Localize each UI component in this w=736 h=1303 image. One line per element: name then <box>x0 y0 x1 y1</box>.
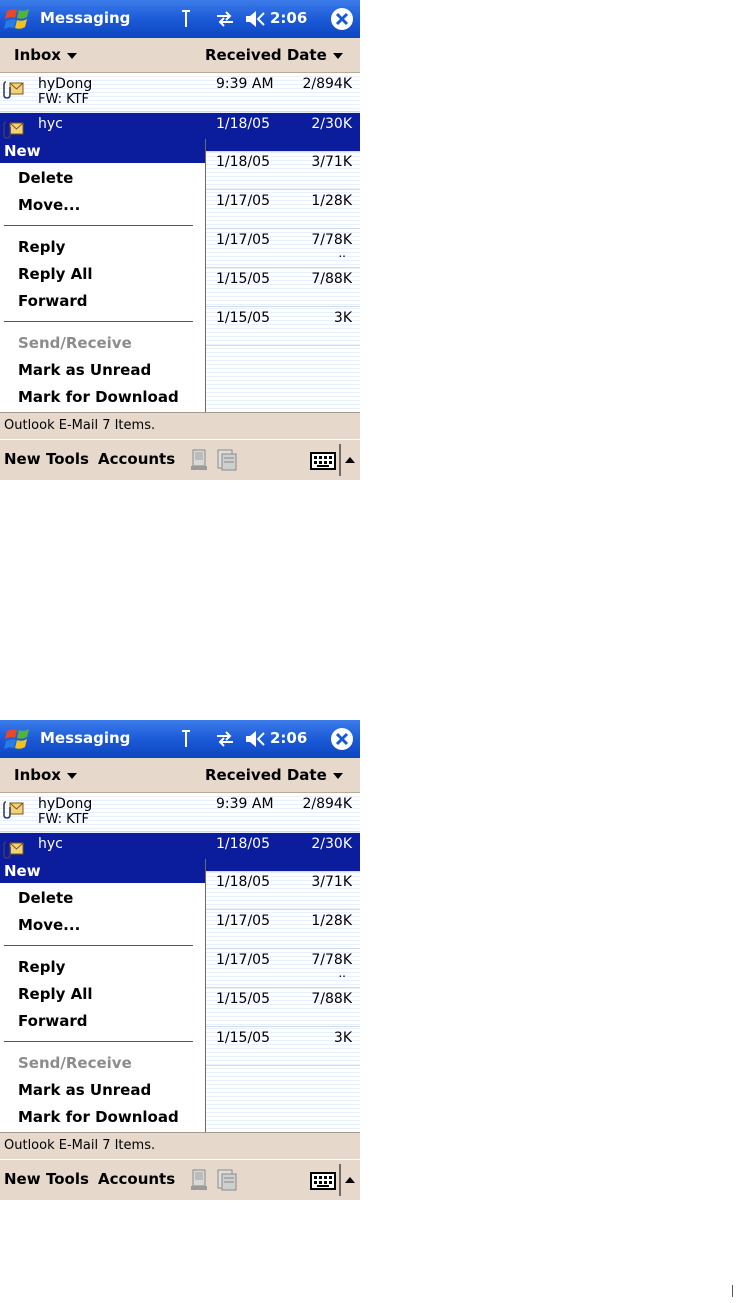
menu-item-mark-download[interactable]: Mark for Download <box>18 388 179 406</box>
menu-item-reply[interactable]: Reply <box>18 958 66 976</box>
message-size: 2/894K <box>302 796 352 812</box>
message-size: 1/28K <box>311 913 352 929</box>
message-subject: FW: KTF <box>38 92 90 107</box>
device-screen-top <box>0 0 360 480</box>
menu-item-move[interactable]: Move... <box>18 196 81 214</box>
menu-item-send-receive: Send/Receive <box>18 334 132 352</box>
list-header <box>0 758 360 793</box>
message-date: 1/15/05 <box>216 310 270 326</box>
menu-item-send-receive: Send/Receive <box>18 1054 132 1072</box>
message-row[interactable] <box>0 793 360 832</box>
message-size: 1/28K <box>311 193 352 209</box>
tools-menu-button[interactable]: Tools <box>46 450 89 468</box>
page-edge-mark <box>732 1285 733 1297</box>
reply-icon[interactable] <box>216 1168 238 1192</box>
context-menu <box>0 859 206 1133</box>
signal-antenna-icon[interactable] <box>180 9 192 29</box>
menu-item-new[interactable]: New <box>0 139 205 163</box>
message-size: 2/30K <box>311 836 352 852</box>
menu-item-new[interactable]: New <box>0 859 205 883</box>
message-size: 2/30K <box>311 116 352 132</box>
message-date: 1/15/05 <box>216 991 270 1007</box>
message-sender: hyDong <box>38 76 93 92</box>
menu-item-reply[interactable]: Reply <box>18 238 66 256</box>
message-sender: hyc <box>38 836 63 852</box>
menu-item-forward[interactable]: Forward <box>18 1012 88 1030</box>
list-header <box>0 38 360 73</box>
accounts-menu-button[interactable]: Accounts <box>98 450 176 468</box>
menu-item-mark-download[interactable]: Mark for Download <box>18 1108 179 1126</box>
message-size: 7/78K <box>311 232 352 248</box>
mail-attachment-icon <box>2 79 24 99</box>
menu-item-delete[interactable]: Delete <box>18 169 74 187</box>
menu-separator <box>4 225 193 226</box>
menu-item-forward[interactable]: Forward <box>18 292 88 310</box>
menu-separator <box>4 945 193 946</box>
reply-icon[interactable] <box>216 448 238 472</box>
sort-dropdown[interactable]: Received Date <box>205 46 343 64</box>
new-menu-button[interactable]: New <box>4 450 41 468</box>
chevron-down-icon <box>67 773 77 779</box>
windows-flag-icon[interactable] <box>4 725 36 753</box>
mail-attachment-icon <box>2 799 24 819</box>
title-bar <box>0 720 360 758</box>
chevron-up-icon[interactable] <box>339 444 359 476</box>
message-date: 1/18/05 <box>216 874 270 890</box>
message-size: 2/894K <box>302 76 352 92</box>
message-sender: hyc <box>38 116 63 132</box>
message-date: 1/15/05 <box>216 1030 270 1046</box>
message-size: 7/88K <box>311 991 352 1007</box>
accounts-menu-button[interactable]: Accounts <box>98 1170 176 1188</box>
message-date: 1/17/05 <box>216 193 270 209</box>
menu-item-mark-unread[interactable]: Mark as Unread <box>18 361 152 379</box>
clock[interactable]: 2:06 <box>270 9 308 27</box>
message-date: 1/18/05 <box>216 116 270 132</box>
chevron-down-icon <box>67 53 77 59</box>
clock[interactable]: 2:06 <box>270 729 308 747</box>
chevron-down-icon <box>333 53 343 59</box>
message-more-indicator: .. <box>338 246 346 260</box>
message-date: 1/17/05 <box>216 952 270 968</box>
keyboard-icon[interactable] <box>310 452 336 470</box>
context-menu <box>0 139 206 413</box>
message-date: 9:39 AM <box>216 76 274 92</box>
menu-separator <box>4 321 193 322</box>
mail-attachment-icon <box>2 839 24 859</box>
keyboard-icon[interactable] <box>310 1172 336 1190</box>
status-text: Outlook E-Mail 7 Items. <box>4 1138 156 1153</box>
folder-dropdown[interactable]: Inbox <box>14 46 77 64</box>
new-menu-button[interactable]: New <box>4 1170 41 1188</box>
message-date: 9:39 AM <box>216 796 274 812</box>
status-bar <box>0 412 360 439</box>
send-receive-icon[interactable] <box>188 448 210 472</box>
chevron-down-icon <box>333 773 343 779</box>
device-screen-bottom <box>0 720 360 1200</box>
speaker-icon[interactable] <box>244 729 266 749</box>
command-bar <box>0 439 360 480</box>
message-size: 3/71K <box>311 874 352 890</box>
send-receive-icon[interactable] <box>188 1168 210 1192</box>
message-date: 1/17/05 <box>216 913 270 929</box>
folder-dropdown[interactable]: Inbox <box>14 766 77 784</box>
message-size: 7/88K <box>311 271 352 287</box>
signal-antenna-icon[interactable] <box>180 729 192 749</box>
message-size: 3K <box>333 310 352 326</box>
menu-item-move[interactable]: Move... <box>18 916 81 934</box>
message-date: 1/18/05 <box>216 154 270 170</box>
message-date: 1/17/05 <box>216 232 270 248</box>
message-sender: hyDong <box>38 796 93 812</box>
speaker-icon[interactable] <box>244 9 266 29</box>
close-icon[interactable] <box>330 727 354 751</box>
menu-item-mark-unread[interactable]: Mark as Unread <box>18 1081 152 1099</box>
message-more-indicator: .. <box>338 966 346 980</box>
menu-item-reply-all[interactable]: Reply All <box>18 985 93 1003</box>
message-size: 3/71K <box>311 154 352 170</box>
status-bar <box>0 1132 360 1159</box>
command-bar <box>0 1159 360 1200</box>
message-size: 7/78K <box>311 952 352 968</box>
windows-flag-icon[interactable] <box>4 5 36 33</box>
message-date: 1/18/05 <box>216 836 270 852</box>
tools-menu-button[interactable]: Tools <box>46 1170 89 1188</box>
app-title: Messaging <box>40 729 131 747</box>
menu-separator <box>4 1041 193 1042</box>
connectivity-arrows-icon[interactable] <box>214 729 236 749</box>
message-size: 3K <box>333 1030 352 1046</box>
connectivity-arrows-icon[interactable] <box>214 9 236 29</box>
menu-item-delete[interactable]: Delete <box>18 889 74 907</box>
mail-attachment-icon <box>2 119 24 139</box>
title-bar <box>0 0 360 38</box>
status-text: Outlook E-Mail 7 Items. <box>4 418 156 433</box>
app-title: Messaging <box>40 9 131 27</box>
sort-dropdown[interactable]: Received Date <box>205 766 343 784</box>
close-icon[interactable] <box>330 7 354 31</box>
message-subject: FW: KTF <box>38 812 90 827</box>
menu-item-reply-all[interactable]: Reply All <box>18 265 93 283</box>
chevron-up-icon[interactable] <box>339 1164 359 1196</box>
message-row[interactable] <box>0 73 360 112</box>
message-date: 1/15/05 <box>216 271 270 287</box>
